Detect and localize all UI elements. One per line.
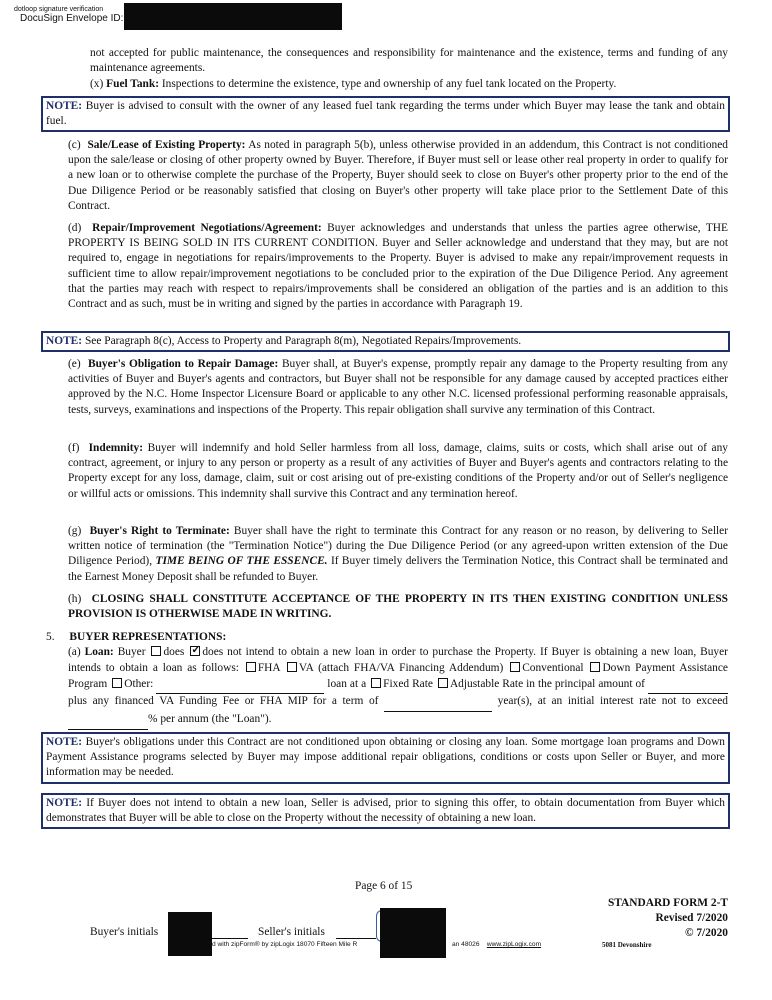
e-label: (e) [68, 358, 81, 370]
other-loan-input[interactable] [156, 678, 324, 695]
va-checkbox[interactable] [287, 662, 297, 672]
other-label: Other: [124, 677, 154, 690]
adjustable-rate-label: Adjustable Rate in [449, 677, 535, 690]
x-title: Fuel Tank: [106, 78, 160, 90]
per-annum-label: % per annum (the "Loan"). [148, 713, 272, 726]
c-title: Sale/Lease of Existing Property: [87, 139, 246, 151]
paragraph-x [90, 77, 728, 92]
paragraph-d [68, 221, 728, 312]
does-label: does [163, 646, 185, 658]
note-tag: NOTE: [46, 797, 83, 809]
other-checkbox[interactable] [112, 678, 122, 688]
e-title: Buyer's Obligation to Repair Damage: [87, 358, 279, 370]
form-copyright: © 7/2020 [685, 927, 728, 939]
c-label: (c) [68, 139, 81, 151]
continuation-paragraph [90, 46, 728, 76]
x-text: Inspections to determine the existence, type and ownership of any fuel tank located on the Property. [161, 78, 617, 90]
seller-initials-redaction [380, 908, 446, 958]
g-title: Buyer's Right to Terminate: [89, 525, 230, 537]
envelope-id-redaction [124, 3, 342, 30]
verification-label: dotloop signature verification [14, 6, 104, 13]
f-title: Indemnity: [88, 442, 144, 454]
note-text: Buyer's obligations under this Contract are not conditioned upon obtaining or closing any loan. Some mortgage loan programs and Down Payment Assistance programs selected by Buyer may impose additional repair obligations, conditions or costs upon Seller or Buyer, and more information may be needed. [46, 736, 725, 779]
note-loan-obligations [41, 732, 730, 784]
fha-label: FHA [257, 661, 280, 674]
plus-label: plus any financed VA Funding Fee or FHA MIP for a term of [68, 695, 379, 708]
h-text: CLOSING SHALL CONSTITUTE ACCEPTANCE OF THE PROPERTY IN ITS THEN EXISTING CONDITION UNLESS PROVISION IS OTHERWISE MADE IN WRITING. [68, 593, 728, 621]
f-label: (f) [68, 442, 80, 454]
continuation-text: not accepted for public maintenance, the consequences and responsibility for maintenance and the existence, terms and funding of any maintenance agreements. [90, 47, 728, 75]
form-name-block [608, 896, 728, 941]
buyer-initials-label: Buyer's initials [90, 926, 159, 938]
paragraph-g [68, 524, 728, 585]
buyer-initials-line[interactable] [212, 938, 248, 939]
seller-initials-label: Seller's initials [258, 926, 325, 938]
principal-label: the principal amount of [537, 677, 645, 690]
g-emphasis: TIME BEING OF THE ESSENCE. [155, 555, 328, 568]
interest-rate-input[interactable] [68, 713, 148, 730]
g-text-2: If Buyer timely delivers the Termination Notice, this Contract shall be terminated and the Earnest Money Deposit shall be refunded to Buyer. [68, 555, 728, 583]
note-tag: NOTE: [46, 736, 83, 748]
e-text: Buyer shall, at Buyer's expense, promptly repair any damage to the Property resulting from any activities of Buyer and Buyer's agents and contractors, but Buyer shall not be responsible for any damage caused by accepted practices either approved by the N.C. Home Inspector Licensure Board or applicable to any other N.C. licensed professional performing reasonable appraisals, tests, surveys, examinations and inspections of the Property. This repair obligation shall survive any termination of this Contract. [68, 358, 728, 416]
a-buyer: Buyer [117, 646, 146, 658]
x-label: (x) [90, 78, 104, 90]
zip-code: an 48026 [452, 941, 480, 948]
paragraph-c [68, 138, 728, 214]
years-label: year(s), at an initial interest rate not to exceed [497, 695, 728, 708]
paragraph-e [68, 357, 728, 418]
note-repairs [41, 331, 730, 352]
paragraph-f [68, 441, 728, 502]
dpa-checkbox[interactable] [590, 662, 600, 672]
d-label: (d) [68, 222, 82, 234]
zipform-address [452, 941, 541, 948]
note-tag: NOTE: [46, 335, 83, 347]
form-revised: Revised 7/2020 [655, 912, 728, 924]
adjustable-rate-checkbox[interactable] [438, 678, 448, 688]
note-fuel-tank [41, 96, 730, 132]
d-text: Buyer acknowledges and understands that unless the parties agree otherwise, THE PROPERTY IS BEING SOLD IN ITS CURRENT CONDITION. Buyer and Seller acknowledge and understand that they may, but are not required to, engage in negotiations for repairs/improvements to the Property. Buyer is advised to make any repair/improvement requests in sufficient time to allow repair/improvement negotiations to be concluded prior to the expiration of the Due Diligence Period. Any agreement that the parties may reach with respect to repairs/improvements shall be considered an obligation of the parties and is an addition to this Contract and as such, must be in writing and signed by the parties in accordance with Paragraph 19. [68, 222, 728, 311]
fha-checkbox[interactable] [246, 662, 256, 672]
seller-initials-line[interactable] [336, 938, 376, 939]
property-name: 5081 Devonshire [602, 941, 652, 949]
conventional-label: Conventional [522, 661, 584, 674]
note-text: If Buyer does not intend to obtain a new loan, Seller is advised, prior to signing this offer, to obtain documentation from Buyer which demonstrates that Buyer will be able to close on the Property without the necessity of obtaining a new loan. [46, 797, 725, 825]
loan-at-label: loan at a [327, 677, 367, 690]
zipform-credit: d with zipForm® by zipLogix 18070 Fifteen Mile R [212, 941, 358, 948]
dpa-label: Down Payment Assistance Program [68, 661, 728, 690]
a-label: (a) [68, 646, 81, 658]
ziplogix-link[interactable]: www.zipLogix.com [486, 941, 542, 948]
h-label: (h) [68, 593, 82, 605]
paragraph-h [68, 592, 728, 622]
does-checkbox[interactable] [151, 646, 161, 656]
c-text: As noted in paragraph 5(b), unless otherwise provided in an addendum, this Contract is not conditioned upon the sale/lease or closing of other property owned by Buyer. Therefore, if Buyer must sell or lease other real property in order to qualify for a new loan or to otherwise complete the purchase of the Property, Buyer should seek to close on Buyer's other property prior to the end of the Due Diligence Period or be reasonably satisfied that closing on Buyer's other property will take place prior to the Settlement Date of this Contract. [68, 139, 728, 212]
note-tag: NOTE: [46, 100, 83, 112]
form-title: STANDARD FORM 2-T [607, 897, 728, 909]
does-not-checkbox[interactable] [190, 646, 200, 656]
note-text: See Paragraph 8(c), Access to Property and Paragraph 8(m), Negotiated Repairs/Improvements. [84, 335, 522, 347]
note-text: Buyer is advised to consult with the owner of any leased fuel tank regarding the terms under which Buyer may lease the tank and obtain fuel. [46, 100, 725, 128]
section-number: 5. [46, 631, 55, 643]
does-not-text: does not intend to obtain a new loan in order to purchase the Property. If Buyer is obtaining a new loan, Buyer intends to obtain a loan as follows: [68, 646, 728, 674]
g-text-1: Buyer shall have the right to terminate this Contract for any reason or no reason, by delivering to Seller written notice of termination (the "Termination Notice") during the Due Diligence Period (or any agreed-upon written extension of the Due Diligence Period), [68, 525, 728, 568]
envelope-id-label: DocuSign Envelope ID: [20, 13, 124, 24]
buyer-initials-redaction [168, 912, 212, 956]
paragraph-a-loan [68, 645, 728, 730]
fixed-rate-label: Fixed Rate [383, 677, 433, 690]
section-title: BUYER REPRESENTATIONS: [69, 631, 227, 643]
note-no-loan [41, 793, 730, 829]
principal-amount-input[interactable] [648, 678, 728, 695]
a-title: Loan: [84, 646, 114, 658]
va-label: VA (attach FHA/VA Financing Addendum) [298, 661, 504, 674]
g-label: (g) [68, 525, 82, 537]
term-input[interactable] [384, 695, 492, 712]
f-text: Buyer will indemnify and hold Seller harmless from all loss, damage, claims, suits or costs, which shall arise out of any contract, agreement, or injury to any person or property as a result of any activities of Buyer and Buyer's agents and contractors relating to the Property except for any loss, damage, claim, suit or cost arising out of pre-existing conditions of the Property and/or out of Seller's negligence or willful acts or omissions. This indemnity shall survive this Contract and any termination hereof. [68, 442, 728, 500]
d-title: Repair/Improvement Negotiations/Agreement: [92, 222, 322, 234]
page-number: Page 6 of 15 [355, 880, 413, 892]
conventional-checkbox[interactable] [510, 662, 520, 672]
fixed-rate-checkbox[interactable] [371, 678, 381, 688]
